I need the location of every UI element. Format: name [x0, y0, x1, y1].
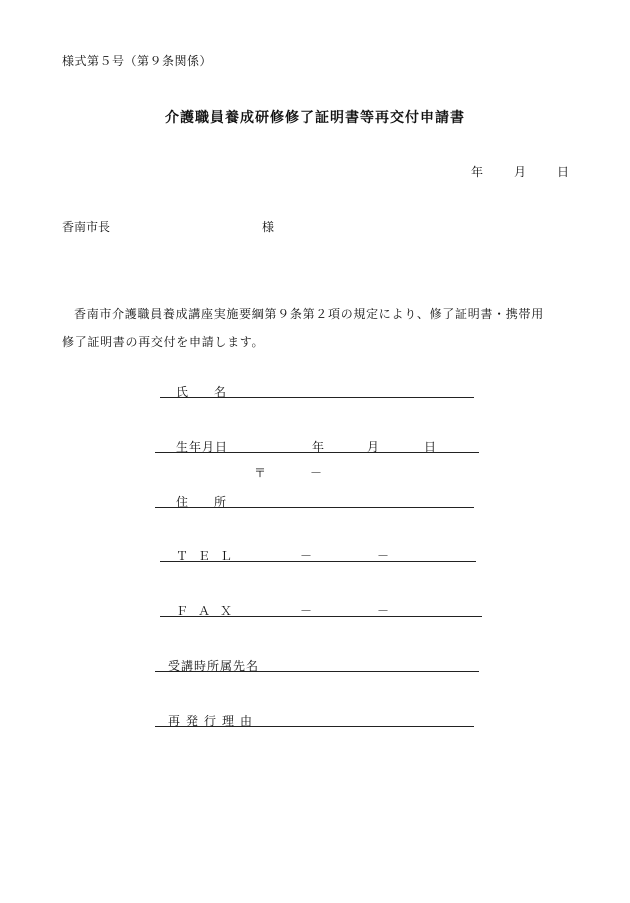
form-number: 様式第５号（第９条関係） [62, 54, 213, 68]
fax-dash-1: － [300, 604, 313, 618]
address-label-a: 住 [176, 495, 190, 509]
document-title: 介護職員養成研修修了証明書等再交付申請書 [165, 110, 465, 126]
tel-dash-2: － [377, 549, 390, 563]
date-day-label: 日 [557, 165, 570, 179]
postal-mark: 〒 [254, 466, 267, 480]
statement-line-2: 修了証明書の再交付を申請します。 [62, 335, 265, 349]
tel-dash-1: － [300, 549, 313, 563]
reason-label: 再発行理由 [168, 714, 259, 728]
fax-field[interactable] [160, 616, 482, 617]
birth-year-label: 年 [312, 440, 325, 454]
tel-label: ＴＥＬ [176, 549, 243, 563]
statement-line-1: 香南市介護職員養成講座実施要綱第９条第２項の規定により、修了証明書・携帯用 [74, 307, 544, 321]
date-month-label: 月 [514, 165, 527, 179]
address-field[interactable] [155, 507, 474, 508]
date-year-label: 年 [471, 165, 484, 179]
address-label-b: 所 [214, 495, 228, 509]
birthdate-field[interactable] [155, 452, 479, 453]
addressee: 香南市長 [62, 220, 111, 234]
affiliation-label: 受講時所属先名 [168, 659, 260, 673]
name-label-a: 氏 [176, 385, 190, 399]
fax-dash-2: － [377, 604, 390, 618]
postal-dash: － [310, 466, 323, 480]
birth-day-label: 日 [424, 440, 437, 454]
name-label-b: 名 [214, 385, 228, 399]
birthdate-label: 生年月日 [176, 440, 229, 454]
affiliation-field[interactable] [155, 671, 479, 672]
birth-month-label: 月 [367, 440, 380, 454]
fax-label: ＦＡＸ [176, 604, 243, 618]
name-field[interactable] [160, 397, 474, 398]
application-statement [62, 300, 602, 356]
honorific: 様 [262, 220, 275, 234]
reason-field[interactable] [155, 726, 474, 727]
tel-field[interactable] [160, 561, 476, 562]
